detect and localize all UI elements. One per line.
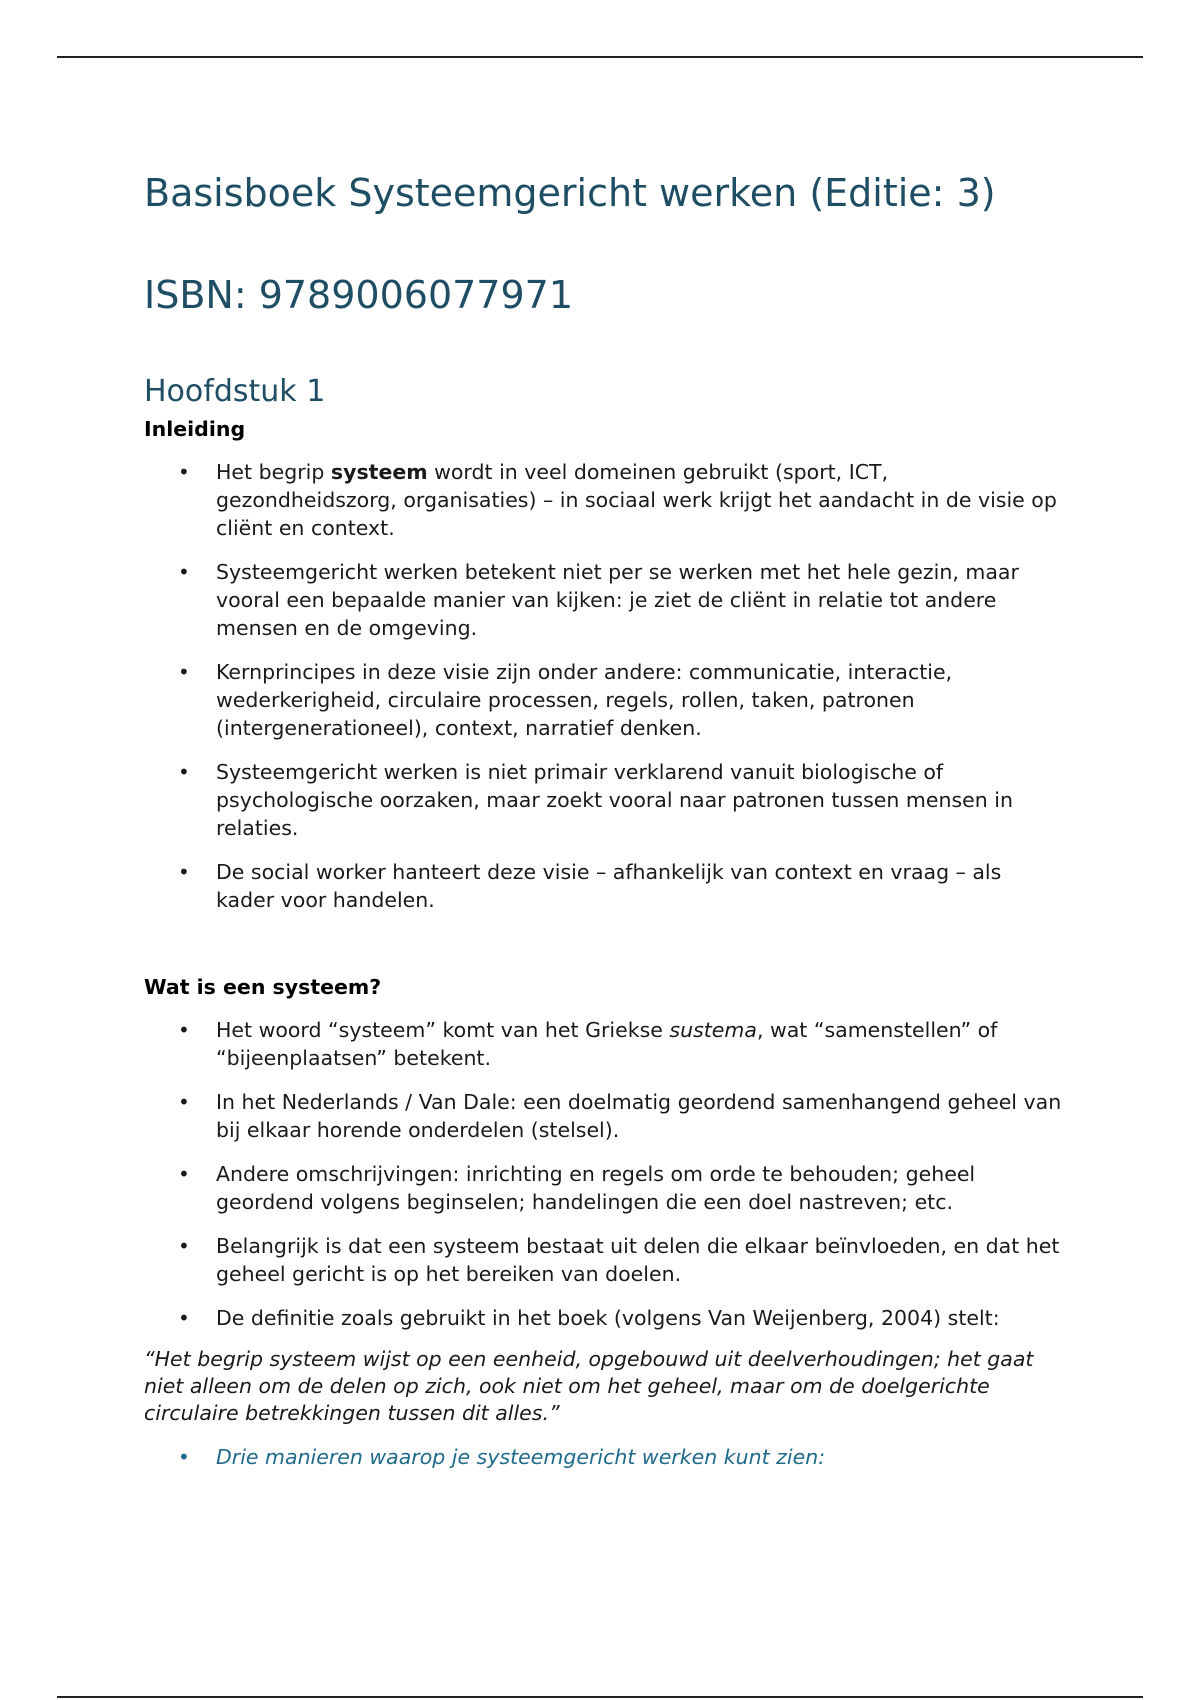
section-heading: Wat is een systeem? xyxy=(144,975,382,999)
list-item: • Andere omschrijvingen: inrichting en regels om orde te behouden; geheel geordend volgens beginselen; handelingen die een doel nastreven; etc. xyxy=(144,1160,1064,1216)
list-item: • Kernprincipes in deze visie zijn onder andere: communicatie, interactie, wederkerigheid, circulaire processen, regels, rollen, taken, patronen (intergenerationeel), context, narratief denken. xyxy=(144,658,1064,742)
definition-quote: “Het begrip systeem wijst op een eenheid, opgebouwd uit deelverhoudingen; het gaat niet alleen om de delen op zich, ook niet om het geheel, maar om de doelgerichte circulaire betrekkingen tussen dit alles.” xyxy=(144,1347,1034,1425)
italic-term: sustema xyxy=(669,1018,757,1042)
list-item: • Het woord “systeem” komt van het Griekse sustema, wat “samenstellen” of “bijeenplaatsen” betekent. xyxy=(144,1016,1064,1072)
final-list xyxy=(144,1443,1064,1471)
list-item: • Systeemgericht werken betekent niet per se werken met het hele gezin, maar vooral een bepaalde manier van kijken: je ziet de cliënt in relatie tot andere mensen en de omgeving. xyxy=(144,558,1064,642)
list-item: • Het begrip systeem wordt in veel domeinen gebruikt (sport, ICT, gezondheidszorg, organisaties) – in sociaal werk krijgt het aandacht in de visie op cliënt en context. xyxy=(144,458,1064,542)
document-body xyxy=(144,170,1064,1471)
bottom-rule xyxy=(57,1696,1143,1698)
intro-list xyxy=(144,458,1064,914)
bold-term: systeem xyxy=(330,460,428,484)
document-title: Basisboek Systeemgericht werken (Editie: 3) xyxy=(144,171,996,215)
chapter-heading: Hoofdstuk 1 xyxy=(144,374,326,409)
list-item-heading: • Drie manieren waarop je systeemgericht werken kunt zien: xyxy=(144,1443,1064,1471)
list-item: • De social worker hanteert deze visie – afhankelijk van context en vraag – als kader voor handelen. xyxy=(144,858,1064,914)
intro-heading: Inleiding xyxy=(144,417,246,441)
list-item: • Belangrijk is dat een systeem bestaat uit delen die elkaar beïnvloeden, en dat het geheel gericht is op het bereiken van doelen. xyxy=(144,1232,1064,1288)
list-item: • In het Nederlands / Van Dale: een doelmatig geordend samenhangend geheel van bij elkaar horende onderdelen (stelsel). xyxy=(144,1088,1064,1144)
definition-list xyxy=(144,1016,1064,1332)
isbn-heading: ISBN: 9789006077971 xyxy=(144,273,574,317)
list-item: • De definitie zoals gebruikt in het boek (volgens Van Weijenberg, 2004) stelt: xyxy=(144,1304,1064,1332)
list-item: • Systeemgericht werken is niet primair verklarend vanuit biologische of psychologische oorzaken, maar zoekt vooral naar patronen tussen mensen in relaties. xyxy=(144,758,1064,842)
top-rule xyxy=(57,56,1143,58)
